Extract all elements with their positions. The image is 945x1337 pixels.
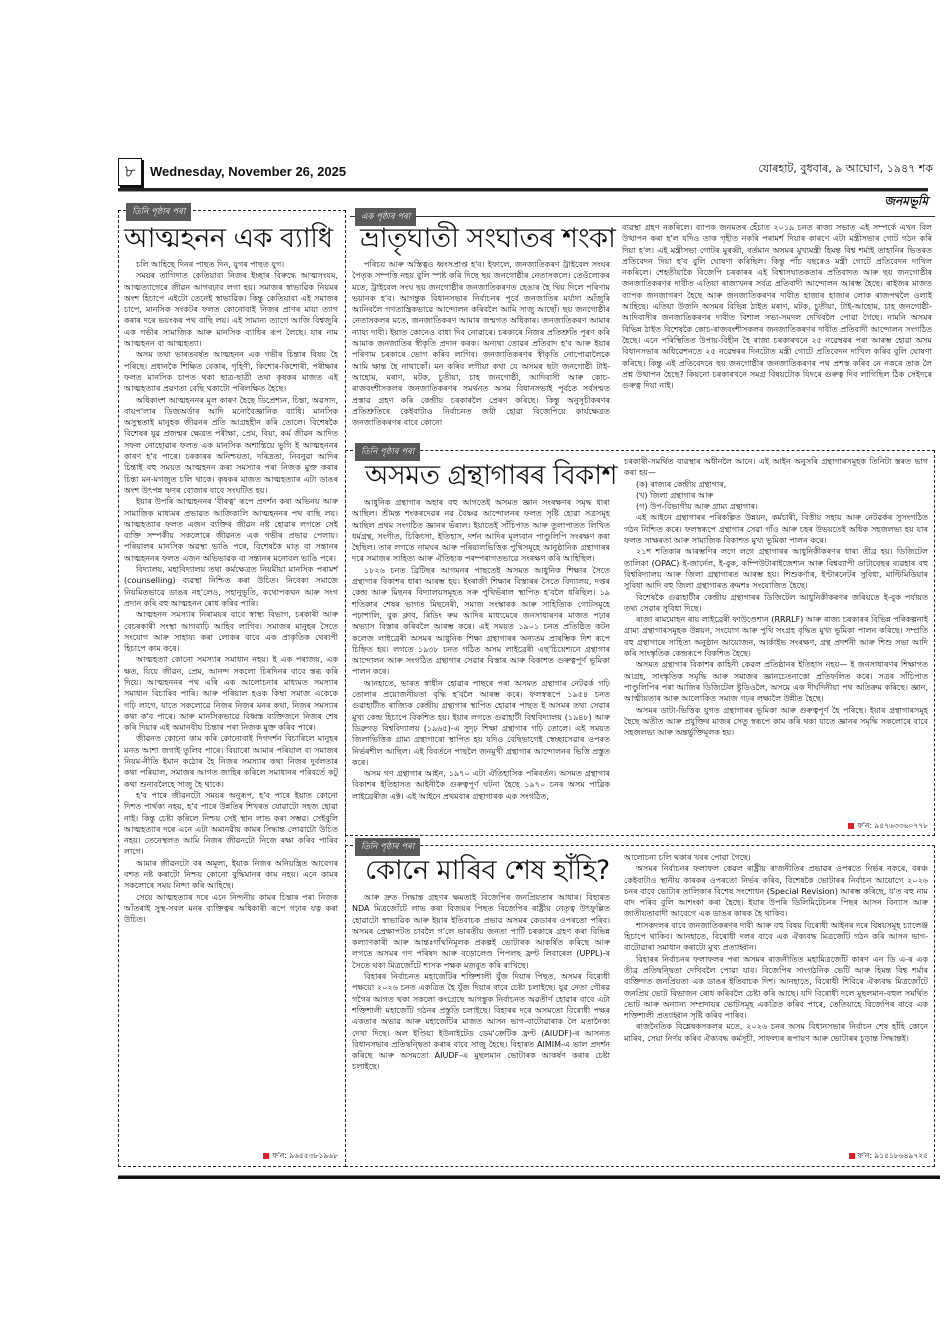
article-body: [352, 259, 610, 439]
article-title: কোনে মাৰিব শেষ হাঁহি?: [365, 855, 610, 886]
article-kicker: তিনি পৃষ্ঠাৰ পৰা: [355, 838, 420, 856]
paragraph: অধিকাংশ আত্মহননৰ মূল কাৰণ হৈছে ডিপ্ৰেশ্যন, চিন্তা, অৱসাদ, বায়প'লাৰ ডিজঅৰ্ডাৰ আদি মনোবৈজ্ঞানিক ব্যাধি। মানসিক অসুস্থতাই মানুহক জীৱনৰ প্ৰতি আগ্ৰহহীন কৰি তোলে। বিশেষকৈ বিশেষৰ যুৱ প্ৰজন্মৰ ক্ষেত্ৰত পৰীক্ষা, প্ৰেম, বিয়া, কৰ্ম জীৱন আদিত সফল নোহোৱাৰ ফলত এক মানসিক অশান্তিয়ে ভুগি ই আত্মহননৰ কাৰণ হ'ব পাৰে। চৰকাৰৰ অনিশ্চয়তা, দৰিদ্ৰতা, নিবনুৱা আদিৰ চিন্তাই বহু সময়ত আত্মহনন কৰা সমস্যাৰ পৰা নিজক মুক্ত কৰাৰ চিন্তা মন-মগজুত চলি থাকে। কৃষকৰ মাজত আত্মহত্যাৰ এটা ডাঙৰ অংশ উৎপন্ন ঋণৰ বোজাৰ বাবে সংঘটিত হয়।: [124, 395, 338, 495]
phone-text: ফ'ন: ৯৬৫৫৩৮১৯৬৮: [272, 1151, 338, 1160]
paragraph: এই আইনে গ্ৰন্থাগাৰৰ পৰিকল্পিত উন্নয়ন, কৰ্মচাৰী, বিত্তীয় সহায় আৰু নেটৱৰ্কৰ সুসংগঠিত গঠন নিশ্চিত কৰে। ফলস্বৰূপে গ্ৰন্থাগাৰ সেৱা গাঁও আৰু চহৰ উভয়তেই অধিক সহজলভ্য হয় যাৰ ফলত সাক্ষৰতা আৰু সামাজিক বিকাশত মুখ্য ভূমিকা পালন কৰে।: [624, 513, 928, 546]
paragraph: শাসকদলৰ বাবে জনজাতিকৰণৰ দাবী আৰু বহু বিষয় বিৰোধী আইনৰ দৰে বিষয়সমূহ চ্যালেঞ্জ হিচাপে থাকিব। আনহাতে, বিৰোধী দলৰ বাবে এক ঐক্যবদ্ধ মিত্ৰজোঁট গঠন কৰি আসন ভাগ-বাটোৱাৰা সমাধান কৰাটো মুখ্য প্ৰত্যাহ্বান।: [624, 920, 928, 953]
paragraph: বিহাৰৰ নিৰ্বাচনত মহাজোঁটৰ শক্তিশালী যুঁজ দিয়াৰ পিছত, অসমৰ বিৰোধী পক্ষয়ো ২০২৬ চনত একত্ৰিত হৈ যুঁজ দিয়াৰ বাবে চেষ্টা চলাইছে। যুৱ নেতা গৌৰৱ গগৈৰ আগত থকা সকলো কংগ্ৰেছে আগন্তুক নিৰ্বাচনত অৱতীৰ্ণ হোৱাৰ বাবে এটা শক্তিশালী মহাজোঁট গঠনৰ প্ৰস্তুতি চলাইছে। বিহাৰৰ দৰে অসমতো বিৰোধী পক্ষৰ একতাৰ অভাৱ আৰু মহাজোঁটৰ মাজত আসন ভাগ-বাটোৱাৰাক লৈ মতানৈক্য দেখা দিছে। অল ইণ্ডিয়া ইউনাইটেড ডেম'ক্ৰেটিক ফ্ৰণ্ট (AIUDF)-ৰ আসনত বিধানসভাৰ প্ৰতিদ্বন্দ্বিতা কৰাৰ বাবে সাজু হৈছে। বিহাৰত AIMIM-এ ভাল প্ৰদৰ্শন কৰিছে আৰু অসমতো AIUDF-এ মুছলমান ভোটাৰক আকৰ্ষণ কৰাৰ চেষ্টা চলাইছে।: [352, 972, 610, 1072]
paragraph: সেয়ে আত্মহত্যাৰ দৰে এনে নিন্দনীয় কামৰ চিন্তাৰ পৰা নিজক আঁতৰাই সুস্থ-সবল মনৰ ব্যক্তিত্বৰ অধিকাৰী ৰূপে গঢ়াৰ যত্ন কৰা উচিত।: [124, 892, 338, 925]
bullet-square-icon: [263, 1153, 269, 1159]
paragraph: আমাৰ জীৱনটো বৰ অমূল্য, ইয়াক নিজৰ অনিয়ন্ত্ৰিত আবেগৰ বশত নষ্ট কৰাটো নিশ্চয় কোনো বুদ্ধিমানৰ কাম নহয়। এনে কামৰ সকলোৰে সময় নিন্দা কৰি আহিছে।: [124, 858, 338, 891]
article-body-continued: [622, 222, 932, 440]
author-phone: [760, 1151, 928, 1163]
article-rule: [350, 216, 935, 217]
paragraph: আৰু দ্ৰুত সিদ্ধান্ত গ্ৰহণৰ ক্ষমতাই বিজেপিৰ জনপ্ৰিয়তাৰ আধাৰ। বিহাৰত NDA মিত্ৰজোঁটে লাভ কৰা বিজয়ৰ পিছত বিজেপিৰ ৰাষ্ট্ৰীয় নেতৃত্ব উৎফুল্লিত হোৱাটো স্বাভাৱিক আৰু ইয়াৰ ইতিবাচক প্ৰভাৱ অসমৰ কেডাৰৰ ওপৰতো পৰিব। অসমৰ প্ৰেক্ষাপটত চাবলৈ গ'লে ভাৰতীয় জনতা পাৰ্টি চৰকাৰে গ্ৰহণ কৰা বিভিন্ন কল্যাণকাৰী আৰু আন্তঃগাঁথনিমূলক প্ৰকল্পই ভোটাৰক আকৰ্ষিত কৰিছে আৰু লগতে অসমৰ গণ পৰিষদ আৰু বড়োলেণ্ড পিপলছ ফ্ৰণ্ট লিবাৰেল (UPPL)-ৰ সৈতে থকা মিত্ৰজোঁটে শাসক পক্ষক মজবুত কৰি ৰাখিছে।: [352, 893, 610, 970]
article-body: [352, 497, 610, 832]
paragraph: বিহাৰৰ নিৰ্বাচনৰ ফলাফলৰ পৰা অসমৰ ৰাজনীতিত মহামিত্ৰজোঁট কাৰণ এন ডি এ-ৰ এক তীব্ৰ প্ৰতিদ্বন্দ্বিতা দেখিবলৈ পোৱা যাব। বিজেপিৰ সাংগঠনিক ভেটি আৰু হিমন্ত বিশ্ব শৰ্মাৰ ব্যক্তিগত জনপ্ৰিয়তা এক ডাঙৰ ইতিবাচক দিশ। আনহাতে, বিৰোধী শিবিৰে ঐক্যবদ্ধ মিত্ৰজোঁটে জনপ্ৰিয় ভোট বিভাজন ৰোধ কৰিবলৈ চেষ্টা কৰি আছে। যদি বিৰোধী দলে মুছলমান-বহুল সমৰ্থিত ভোট আৰু অন্যান্য সম্প্ৰদায়ৰ ভোটসমূহ একত্ৰিত কৰিব পাৰে, তেতিয়াহে বিজেপিৰ বাবে এক শক্তিশালী প্ৰত্যাহ্বান সৃষ্টি কৰিব পাৰিব।: [624, 954, 928, 1021]
paragraph: আনহাতে, ভাৰত স্বাধীন হোৱাৰ পাছৰে পৰা অসমত গ্ৰন্থাগাৰ নেটৱৰ্ক গঢ়ি তোলাৰ প্ৰয়োজনীয়তা বৃদ্ধি হ'বলৈ আৰম্ভ কৰে। ফলস্বৰূপে ১৯৫৪ চনত গুৱাহাটীত ৰাজ্যিক কেন্দ্ৰীয় গ্ৰন্থাগাৰ স্থাপিত হোৱাৰ পাছত ই অসমৰ তথ্য সেৱাৰ মুখ্য কেন্দ্ৰ হিচাপে বিকশিত হয়। ইয়াৰ লগতে গুৱাহাটী বিশ্ববিদ্যালয় (১৯৪৮) আৰু ডিব্ৰুগড় বিশ্ববিদ্যালয় (১৯৬৫)-এ সুদৃঢ় শিক্ষা গ্ৰন্থাগাৰ গঢ়ি তোলে। এই সময়ত জিলাভিত্তিক গ্ৰাম্য গ্ৰন্থাগাৰো স্থাপিত হয় যদিও বেছিভাগেই স্বেচ্ছাসেৱাৰ ওপৰত নিৰ্ভৰশীল আছিল। এই বিবৰ্তনে পাছলৈ জনমুখী গ্ৰন্থাগাৰ আন্দোলনৰ ভিত্তি প্ৰস্তুত কৰে।: [352, 678, 610, 767]
paragraph: আধুনিক গ্ৰন্থাগাৰ অহাৰ বহু আগতেই অসমত জ্ঞান সংৰক্ষণৰ সমৃদ্ধ ধাৰা আছিল। শ্ৰীমন্ত শংকৰদেৱৰ নৱ বৈষ্ণৱ আন্দোলনৰ ফলত সৃষ্টি হোৱা সত্ৰসমূহ আছিল প্ৰথম সংগঠিত জ্ঞানৰ ভঁৰাল। ইয়াতেই সাঁচিপাত আৰু তুলাপাতত লিখিত ধৰ্মগ্ৰন্থ, সংগীত, চিকিৎসা, ইতিহাস, দৰ্শন আদিৰ মূল্যবান পাণ্ডুলিপি সংৰক্ষণ কৰা হৈছিল। তাৰ লগতে নামঘৰ আৰু পৰিয়ালভিত্তিক পুথিসমূহে আনুষ্ঠানিক গ্ৰন্থাগাৰৰ দৰে সমাজৰ সাহিত্য আৰু ঐতিহ্যক পৰম্পৰাগতভাৱে সংৰক্ষণ কৰি আহিছিল।: [352, 498, 610, 564]
phone-text: ফ'ন: ৯১৫১৮৬৪৯৭২৫: [857, 1151, 928, 1160]
paragraph: সময়ৰ তাগিদাত কেতিয়াবা নিজৰ ইচ্ছাৰ বিৰুদ্ধে আত্মসংযম, আত্মত্যাগেৰে জীৱন আগবঢ়াব লগা হয়। সমাজৰ স্বাভাৱিক নিয়মৰ অংশ হিচাপে এইটো তেনেই স্বাভাৱিক। কিন্তু কেতিয়াবা এই সমাজৰ চাপে, মানসিক সংকটৰ ফলত কোনোবাই নিজৰ প্ৰাণৰ মায়া ত্যাগ কৰাৰ দৰে ভয়ংকৰ পথ বাছি লয়। এই সামান্য ত্যাগে আজি বিশ্বজুৰি এক গভীৰ সামাজিক আৰু মানসিক ব্যাধিৰ ৰূপ লৈছে। যাৰ নাম আত্মহনন বা আত্মহত্যা।: [124, 271, 338, 349]
edition-date: Wednesday, November 26, 2025: [150, 164, 347, 179]
paragraph: আলোচনা চলি থকাৰ খবৰ পোৱা গৈছে।: [624, 853, 751, 862]
paragraph: ব্যৱস্থা গ্ৰহণ নকৰিলে। ব্যাপক জনমতৰ হেঁচাত ২০১৯ চনত ৰাজ্য সভাত এই সম্পৰ্কে এখন বিল উত্থাপন কৰা হ'ল যদিও তাক গৃহীত নকৰি পৰামৰ্শ দিয়াৰ কাৰণে এটা মন্ত্ৰীসভাৰ গোট গঠন কৰি দিয়া হ'ল। এই মন্ত্ৰীসভা গোটৰ মুৰব্বী, বৰ্তমান অসমৰ মুখ্যমন্ত্ৰী হিমন্ত বিশ্ব শৰ্মাই তাহানিৰ ভিতৰত প্ৰতিবেদন দিয়া হ'ব বুলি ঘোষণা কৰিছিল। কিন্তু পাঁচ বছৰেও মন্ত্ৰী গোটে প্ৰতিবেদন দাখিল নকৰিলে। শেহতীয়াকৈ বিজেপি চৰকাৰৰ এই বিশ্বাসঘাতকতাৰ প্ৰতিবাদত আৰু ছয় জনগোষ্ঠীৰ জনজাতিকৰণৰ দাবীত এতিয়া ৰাজ্যখনৰ সৰ্বত্ৰ প্ৰতিবাদী আন্দোলন আৰম্ভ হৈছে। ৰাইজৰ মাজত ব্যাপক জনজাগৰণ হৈছে আৰু জনজাতিকৰণৰ দাবীত হাজাৰ হাজাৰ লোক ৰাজপথলৈ ওলাই আহিছে। এতিয়া উজনি অসমৰ বিভিন্ন ঠাইত মৰাণ, মটক, চুতীয়া, টাই-আহোম, চাহ জনগোষ্ঠী-আদিবাসীৰ জনজাতিকৰণৰ দাবীত বিশাল সভা-সমদল দেখিবলৈ পোৱা গৈছে। নামনি অসমৰ বিভিন্ন ঠাইত বিশেষকৈ কোচ-ৰাজবংশীসকলৰ জনজাতিকৰণৰ দাবীত প্ৰতিবাদী আন্দোলন সংগঠিত হৈছে। এনে পৰিস্থিতিত উপায়-বিহীন হৈ ৰাজ্য চৰকাৰখনে ২৫ নৱেম্বৰৰ পৰা আৰম্ভ হোৱা অসম বিধানসভাৰ অধিৱেশনতে ২৫ নৱেম্বৰৰ দিনটোত মন্ত্ৰী গোটে প্ৰতিবেদন দাখিল কৰিব বুলি ঘোষণা কৰিছে। কিন্তু এই প্ৰতিবেদনে ছয় জনগোষ্ঠীৰ জনজাতিকৰণৰ পথ প্ৰশস্ত কৰিব নে নকৰে তাক লৈ প্ৰশ্ন উত্থাপন হৈছে? কিয়নো চৰকাৰখনে সমগ্ৰ বিষয়টোক যিদৰে গুৰুত্ব দিব লাগিছিল ঠিক সেইদৰে গুৰুত্ব দিয়া নাই।: [622, 223, 932, 391]
paragraph: বিদ্যালয়, মহাবিদ্যালয় তথা কৰ্মক্ষেত্ৰত নিয়মীয়া মানসিক পৰামৰ্শ (counselling) ব্যৱস্থা নিশ্চিত কৰা উচিত। নিবেকা সমাজে নিয়মিতভাৱে ডাঙৰ নহ'লেও, সহানুভূতি, কথোপকথন আৰু সংগ প্ৰদান কৰি বহু আত্মহনন ৰোধ কৰিব পাৰি।: [124, 565, 338, 608]
article-body-continued: [624, 852, 928, 1147]
author-phone: [760, 821, 928, 833]
paragraph: চৰকাৰী-সমৰ্থিত ব্যৱস্থাৰ অধীনলৈ আনে। এই আইন অনুসৰি গ্ৰন্থাগাৰসমূহক তিনিটা স্তৰত ভাগ কৰা হয়—: [624, 457, 928, 478]
paragraph: ৰাজনৈতিক বিশ্লেষকসকলৰ মতে, ২০২৬ চনৰ অসম বিধানসভাৰ নিৰ্বাচন শেষ হাঁহি কোনে মাৰিব, সেয়া নিৰ্ণয় কৰিব ঐক্যবদ্ধ কৰ্মসূচী, সাফল্যৰ ৰূপায়ণ আৰু ভোটাৰৰ চূড়ান্ত সিদ্ধান্তই।: [624, 1022, 928, 1043]
paragraph: চলি আহিছে দিনৰ পাছত দিন, যুগৰ পাছত যুগ।: [136, 260, 285, 269]
newspaper-logo: জনমভূমি: [881, 193, 931, 213]
paragraph: পৰিচয় আৰু অস্তিত্বও ধ্বংসপ্ৰাপ্ত হ'ব। ইফালে, জনজাতিকৰণ ট্ৰাইবেল সংঘৰ পৈতৃক সম্পত্তি নহয় বুলি স্পষ্ট কৰি দিছে ছয় জনগোষ্ঠীৰ নেতাসকলে। তেওঁলোকৰ মতে, ট্ৰাইবেল সংঘ ছয় জনগোষ্ঠীৰ জনজাতিকৰণত হেঙাৰ হৈ থিয় দিলে পৰিণাম ভয়ানক হ'ব। আগন্তুক বিধানসভাৰ নিৰ্বাচনৰ পূৰ্বে জনজাতিৰ মৰ্যাদা আঁজুৰি আনিবলৈ গণতান্ত্ৰিকভাৱে আন্দোলন কৰিবলৈ আমি সাজু আছোঁ। ছয় জনগোষ্ঠীৰ নেতাসকলৰ মতে, জনজাতিকৰণ আমাৰ জন্মগত অধিকাৰ। জনজাতিকৰণ আমাৰ ন্যায্য দাবী। ইয়াত কোনেও বাধা দিব নোৱাৰে। চৰকাৰে নিজৰ প্ৰতিশ্ৰুতি পূৰণ কৰি আমাক জনজাতিৰ স্বীকৃতি প্ৰদান কৰক। অন্যথা তোৱৰ প্ৰতিবাদ হ'ব আৰু ইয়াৰ পৰিণাম চৰকাৰে ভোগ কৰিব লাগিব। জনজাতিকৰণৰ স্বীকৃতি নোপোৱালৈকে আমি ক্ষান্ত হৈ নাথাকোঁ। মন কৰিব লগীয়া কথা যে অসমৰ ছটা জনগোষ্ঠী টাই-আহোম, মৰাণ, মটক, চুতীয়া, চাহ জনগোষ্ঠী, আদিবাসী আৰু কোচ-ৰাজবংশীসকলৰ জনজাতিকৰণৰ সমৰ্থনত অসম বিধানসভাই পূৰ্বতে সৰ্বসন্মত প্ৰস্তাৱ গ্ৰহণ কৰি কেন্দ্ৰীয় চৰকাৰলৈ প্ৰেৰণ কৰিছে। কিন্তু অনুসূচীকৰণৰ প্ৰতিশ্ৰুতিৰে কেইবাটাও নিৰ্বাচনত জয়ী হোৱা বিজেপিয়ে কাৰ্যক্ষেত্ৰত জনজাতিকৰণৰ বাবে কোনো: [352, 260, 610, 428]
article-kicker: তিনি পৃষ্ঠাৰ পৰা: [126, 203, 191, 221]
bullet-square-icon: [848, 823, 854, 829]
paragraph: অসমৰ নিৰ্বাচনৰ ফলাফল কেৱল ৰাষ্ট্ৰীয় ৰাজনীতিৰ প্ৰভাৱৰ ওপৰতে নিৰ্ভৰ নকৰে, বৰঞ্চ কেইবাটাও স্থানীয় কাৰকৰ ওপৰতো নিৰ্ভৰ কৰিব, বিশেষকৈ ভোটাৰৰ নিৰ্বাচন আয়োগে ২০২৬ চনৰ বাবে ভোটাৰ তালিকাৰ বিশেষ সংশোধন (Special Revision) আৰম্ভ কৰিছে, য'ত বহু নাম বাদ পৰিব বুলি আশংকা কৰা হৈছে। ইয়াৰ উপৰি ডিলিমিটেচনৰ পিছৰ আসন বিন্যাস আৰু জাতীয়তাবাদী আবেগে এক ডাঙৰ কাৰক হৈ থাকিব।: [624, 864, 928, 919]
paragraph: আত্মহত্যা কোনো সমস্যাৰ সমাধান নহয়। ই এক পৰাজয়, এক ক্ষত, যিয়ে জীৱন, প্ৰেম, আনন্দ সকলো চিৰদিনৰ বাবে স্তব্ধ কৰি দিয়ে। আত্মহননৰ পথ এৰি এক আলোচনাৰ মাধ্যমত সমস্যাৰ সমাধান বিচাৰিব পাৰি। আৰু পৰিয়াল হওক কিম্বা সমাজ একেকে গঢ়ি লাগে, যাতে সকলোৱে নিজৰ নিজৰ মনৰ কথা, নিজৰ সমস্যাৰ কথা ক'ব পাৰে। আৰু মানসিকভাৱে বিধ্বস্ত ব্যক্তিজনে নিজৰ শেষ কৰি দিয়াৰ এই অমানবীয় চিন্তাৰ পৰা নিজক মুক্ত কৰিব পাৰে।: [124, 655, 338, 733]
paragraph: অসমৰ ডাটা-ভিত্তিক যুগত গ্ৰন্থাগাৰৰ ভূমিকা আৰু গুৰুত্বপূৰ্ণ হৈ পৰিছে। ইয়াৰ গ্ৰন্থাগাৰসমূহ হৈছে অতীত আৰু প্ৰযুক্তিৰ মাজৰ সেতু স্বৰূপে কাম কৰি থকা যাতে জ্ঞানৰ সমৃদ্ধি সকলোৰে বাবে সহজলভ্য আৰু অন্তৰ্ভুক্তিমূলক হয়।: [624, 705, 928, 738]
paragraph: (ক) ৰাজ্যৰ কেন্দ্ৰীয় গ্ৰন্থাগাৰ,: [636, 479, 727, 489]
page-number: ৮: [118, 158, 142, 186]
paragraph: আত্মহনন সমস্যাৰ নিৰাময়ৰ বাবে স্বাস্থ্য বিভাগ, চৰকাৰী আৰু বেচৰকাৰী সংস্থা আগবাঢ়ি আহিব লাগিব। সমাজৰ মানুহৰ সৈতে সংযোগ আৰু সাহায্য কৰা লোকৰ বাবে এক প্ৰাকৃতিক থেৰাপী হিচাপে কাম কৰে।: [124, 610, 338, 654]
header-rule: [118, 188, 928, 192]
bullet-square-icon: [849, 1153, 855, 1159]
article-title: আত্মহনন এক ব্যাধি: [124, 223, 333, 254]
phone-text: ফ'ন: ৯৫৭৬৩৩৬০৭৭৮: [857, 821, 928, 830]
article-title: অসমত গ্ৰন্থাগাৰৰ বিকাশ: [365, 460, 618, 491]
article-kicker: তিনি পৃষ্ঠাৰ পৰা: [355, 443, 420, 461]
article-body-continued: [624, 456, 928, 816]
article-title: ভ্ৰাতৃঘাতী সংঘাতৰ শংকা: [360, 223, 616, 254]
article-kicker: এক পৃষ্ঠাৰ পৰা: [355, 208, 416, 226]
footer-rule: [118, 1175, 940, 1179]
paragraph: ইয়াৰ উপৰি আত্মহননৰ 'বীৰত্ব' ৰূপে প্ৰদৰ্শন কৰা অভিনয় আৰু সামাজিক মাধ্যমৰ প্ৰভাৱত আজিকালি আত্মহননৰ পথ বাছি লয়। আত্মহত্যাৰ ফলত এজন ব্যক্তিৰ জীৱন নষ্ট হোৱাৰ লগতে সেই ব্যক্তি সম্পৰ্কীয় সকলোৰে জীৱনত এক গভীৰ প্ৰভাৱ পেলায়। পৰিয়ালৰ মানসিক অৱস্থা ভাঙি পৰে, বিশেষকৈ মাতৃ বা সন্তানৰ আত্মহননৰ ফলত এজন অভিভাৱক বা সন্তানৰ মনোবল ভাঙি পৰে।: [124, 497, 338, 563]
paragraph: অসমত গ্ৰন্থাগাৰ বিকাশৰ কাহিনী কেৱল প্ৰতিষ্ঠানৰ ইতিহাস নহয়— ই জনসাধাৰণৰ শিক্ষাগত আগ্ৰহ, সাংস্কৃতিক সমৃদ্ধি আৰু সমাজৰ জ্ঞানচেতনাকো প্ৰতিফলিত কৰে। সত্ৰৰ সাঁচিপাত পাণ্ডুলিপিৰ পৰা আজিৰ ডিজিটেল ষ্টুডিওলৈ, অসমে এক দীৰ্ঘদিনীয়া পথ অতিক্ৰম কৰিছে। জ্ঞান, আত্মীয়তাৰ আৰু আলোকিত সমাজ গঢ়ৰ লক্ষ্যলৈ উন্নীত হৈছে।: [624, 660, 928, 704]
paragraph: অসম তথা ভাৰতবৰ্ষত আত্মহনন এক গভীৰ চিন্তাৰ বিষয় হৈ পৰিছে। প্ৰধানকৈ শিক্ষিত বেকাৰ, গৃহিণী, কিশোৰ-কিশোৰী, পৰীক্ষাৰ ফলত মানসিক চাপত থকা ছাত্ৰ-ছাত্ৰী তথা কৃষকৰ মাজত এই আত্মহত্যাৰ প্ৰৱণতা বেছি থকাটো পৰিলক্ষিত হৈছে।: [124, 350, 338, 394]
local-date: যোৰহাট, বুধবাৰ, ৯ আঘোণ, ১৯৪৭ শক: [758, 162, 933, 175]
article-body: [352, 892, 610, 1160]
paragraph: বিশেষকৈ গুৱাহাটীৰ কেন্দ্ৰীয় গ্ৰন্থাগাৰৰ ডিজিটেল আধুনিকীকৰণৰ জৰিয়তে ই-বুক পৰ্যায়ত তথ্য সেৱাৰ সুবিধা দিছে।: [624, 592, 928, 613]
paragraph: ২১শ শতিকাৰ আৰম্ভণিৰ লগে লগে গ্ৰন্থাগাৰৰ আধুনিকীকৰণৰ ধাৰা তীব্ৰ হয়। ডিজিটেল তালিকা (OPAC) ই-জাৰ্নেল, ই-বুক, কম্পিউটাৰাইজেশ্যন আৰু বিশ্বব্যাপী ডাটাবেছৰ ব্যৱহাৰ বহু বিশ্ববিদ্যালয় আৰু জিলা গ্ৰন্থাগাৰত আৰম্ভ হয়। শিশুকৰ্ণাৰ, ইণ্টাৰনেটৰ সুবিধা, মাল্টিমিডিয়াৰ সুবিধা আদি বহু জিলা গ্ৰন্থাগাৰত ক্ৰমশঃ সংযোজিত হৈছে।: [624, 547, 928, 591]
article-body: [124, 259, 338, 1147]
paragraph: (গ) উপ-বিভাগীয় আৰু গ্ৰাম্য গ্ৰন্থাগাৰ।: [636, 502, 758, 512]
paragraph: অসম গণ গ্ৰন্থাগাৰ আইন, ১৯৭০ এটা ঐতিহাসিক পৰিবৰ্তন। অসমত গ্ৰন্থাগাৰ বিকাশৰ ইতিহাসত আইনীকৈ গুৰুত্বপূৰ্ণ ঘটনা হৈছে ১৯৭০ চনৰ অসম পাব্লিক লাইব্ৰেৰীজ এক্ট। এই আইনে প্ৰথমবাৰ গ্ৰন্থাগাৰক এক সংগঠিত,: [352, 769, 610, 801]
paragraph: জীৱনত কোনো কাম কৰি কোনোবাই দিগদৰ্শন বিচাৰিলে মানুহৰ মনত আশা জগাই তুলিব পাৰে। বিয়াৰো আমাৰ পৰিয়াল বা সমাজৰ নিয়ম-নীতি ইমান কঠোৰ হৈ নিজৰ সমস্যাৰ কথা নিজৰ দুৰ্বলতাৰ কথা পৰিয়াল, সমাজৰ আগত জাহিৰ কৰিলে সমাধানৰ পৰিবৰ্তে কটু কথা শুনাবলৈহে সাজু হৈ থাকে।: [124, 734, 338, 789]
paragraph: (খ) জিলা গ্ৰন্থাগাৰ আৰু: [636, 490, 714, 500]
paragraph: ৰাজা ৰামমোহন ৰায় লাইব্ৰেৰী ফাউণ্ডেশ্যন (RRRLF) আৰু ৰাজ্য চৰকাৰৰ বিভিন্ন পৰিকল্পনাই গ্ৰাম্য গ্ৰন্থাগাৰসমূহক উন্নয়ন, সংযোগ আৰু পুথি সংগ্ৰহ বৃদ্ধিত মুখ্য ভূমিকা পালন কৰিছে। সম্প্ৰতি বহু গ্ৰন্থাগাৰে সাহিত্য অনুষ্ঠান আয়োজন, আৰ্কাইভ সংৰক্ষণ, গ্ৰন্থ প্ৰদৰ্শনী আৰু শিশু সভা আদি কৰি সাংস্কৃতিক কেন্দ্ৰৰূপে বিকশিত হৈছে।: [624, 615, 928, 659]
paragraph: ১৮২৬ চনত ব্ৰিটিছৰ আগমনৰ পাছতেই অসমত আধুনিক শিক্ষাৰ সৈতে গ্ৰন্থাগাৰ বিকাশৰ ধাৰা আৰম্ভ হয়। ইংৰাজী শিক্ষাৰ বিস্তাৰৰ সৈতে বিদ্যালয়, দপ্তৰ কেন্দ্ৰ আৰু মিছনৰ বিদ্যালয়সমূহত সৰু পুথিভঁৰাল স্থাপিত হ'বলৈ ধৰিছিল। ১৯ শতিকাৰ শেষৰ ভাগত মিছনেৰী, সমাজ সংস্কাৰক আৰু সাহিত্যিক গোটসমূহে পঢ়াশালি, বুক ক্লাব, ৰিডিং ৰুম আদিৰ মাধ্যমেৰে জনসাধাৰণৰ মাজত পঢ়াৰ অভ্যাস বিস্তাৰ কৰিবলৈ আৰম্ভ কৰে। এই সময়ত ১৯০১ চনত প্ৰতিষ্ঠিত কটন কলেজ লাইব্ৰেৰী অসমৰ আধুনিক শিক্ষা গ্ৰন্থাগাৰৰ অন্যতম প্ৰাৰম্ভিক দিশ ৰূপে চিহ্নিত হয়। লগতে ১৯৩৮ চনত গঠিত অসম লাইব্ৰেৰী এছ'চিয়েশ্যনে গ্ৰন্থাগাৰ আন্দোলন আৰু সংগঠিত গ্ৰন্থাগাৰ সেৱাৰ বিস্তাৰ আৰু বিকাশত গুৰুত্বপূৰ্ণ ভূমিকা পালন কৰে।: [352, 565, 610, 677]
author-phone: [200, 1151, 338, 1163]
paragraph: হ'ব পাৰে জীৱনটো সময়ৰ অনুৰূপ, হ'ব পাৰে ইয়াত কোনো দিশত পাৰ্থক্য নহয়, হ'ব পাৰে উন্নতিৰ শিখৰত যোৱাটো সহজ হোৱা নাই। কিন্তু চেষ্টা কৰিলে নিশ্চয় সেই স্থান লাভ কৰা সম্ভৱ। সেইবুলি আত্মহত্যাৰ দৰে এনে এটা অমানৱীয় কামৰ সিদ্ধান্ত লোৱাটো উচিত নহয়। তেনেস্থলত আমি নিজৰ জীৱনটো নিজে ৰক্ষা কৰিব পাৰিব লাগে।: [124, 790, 338, 857]
